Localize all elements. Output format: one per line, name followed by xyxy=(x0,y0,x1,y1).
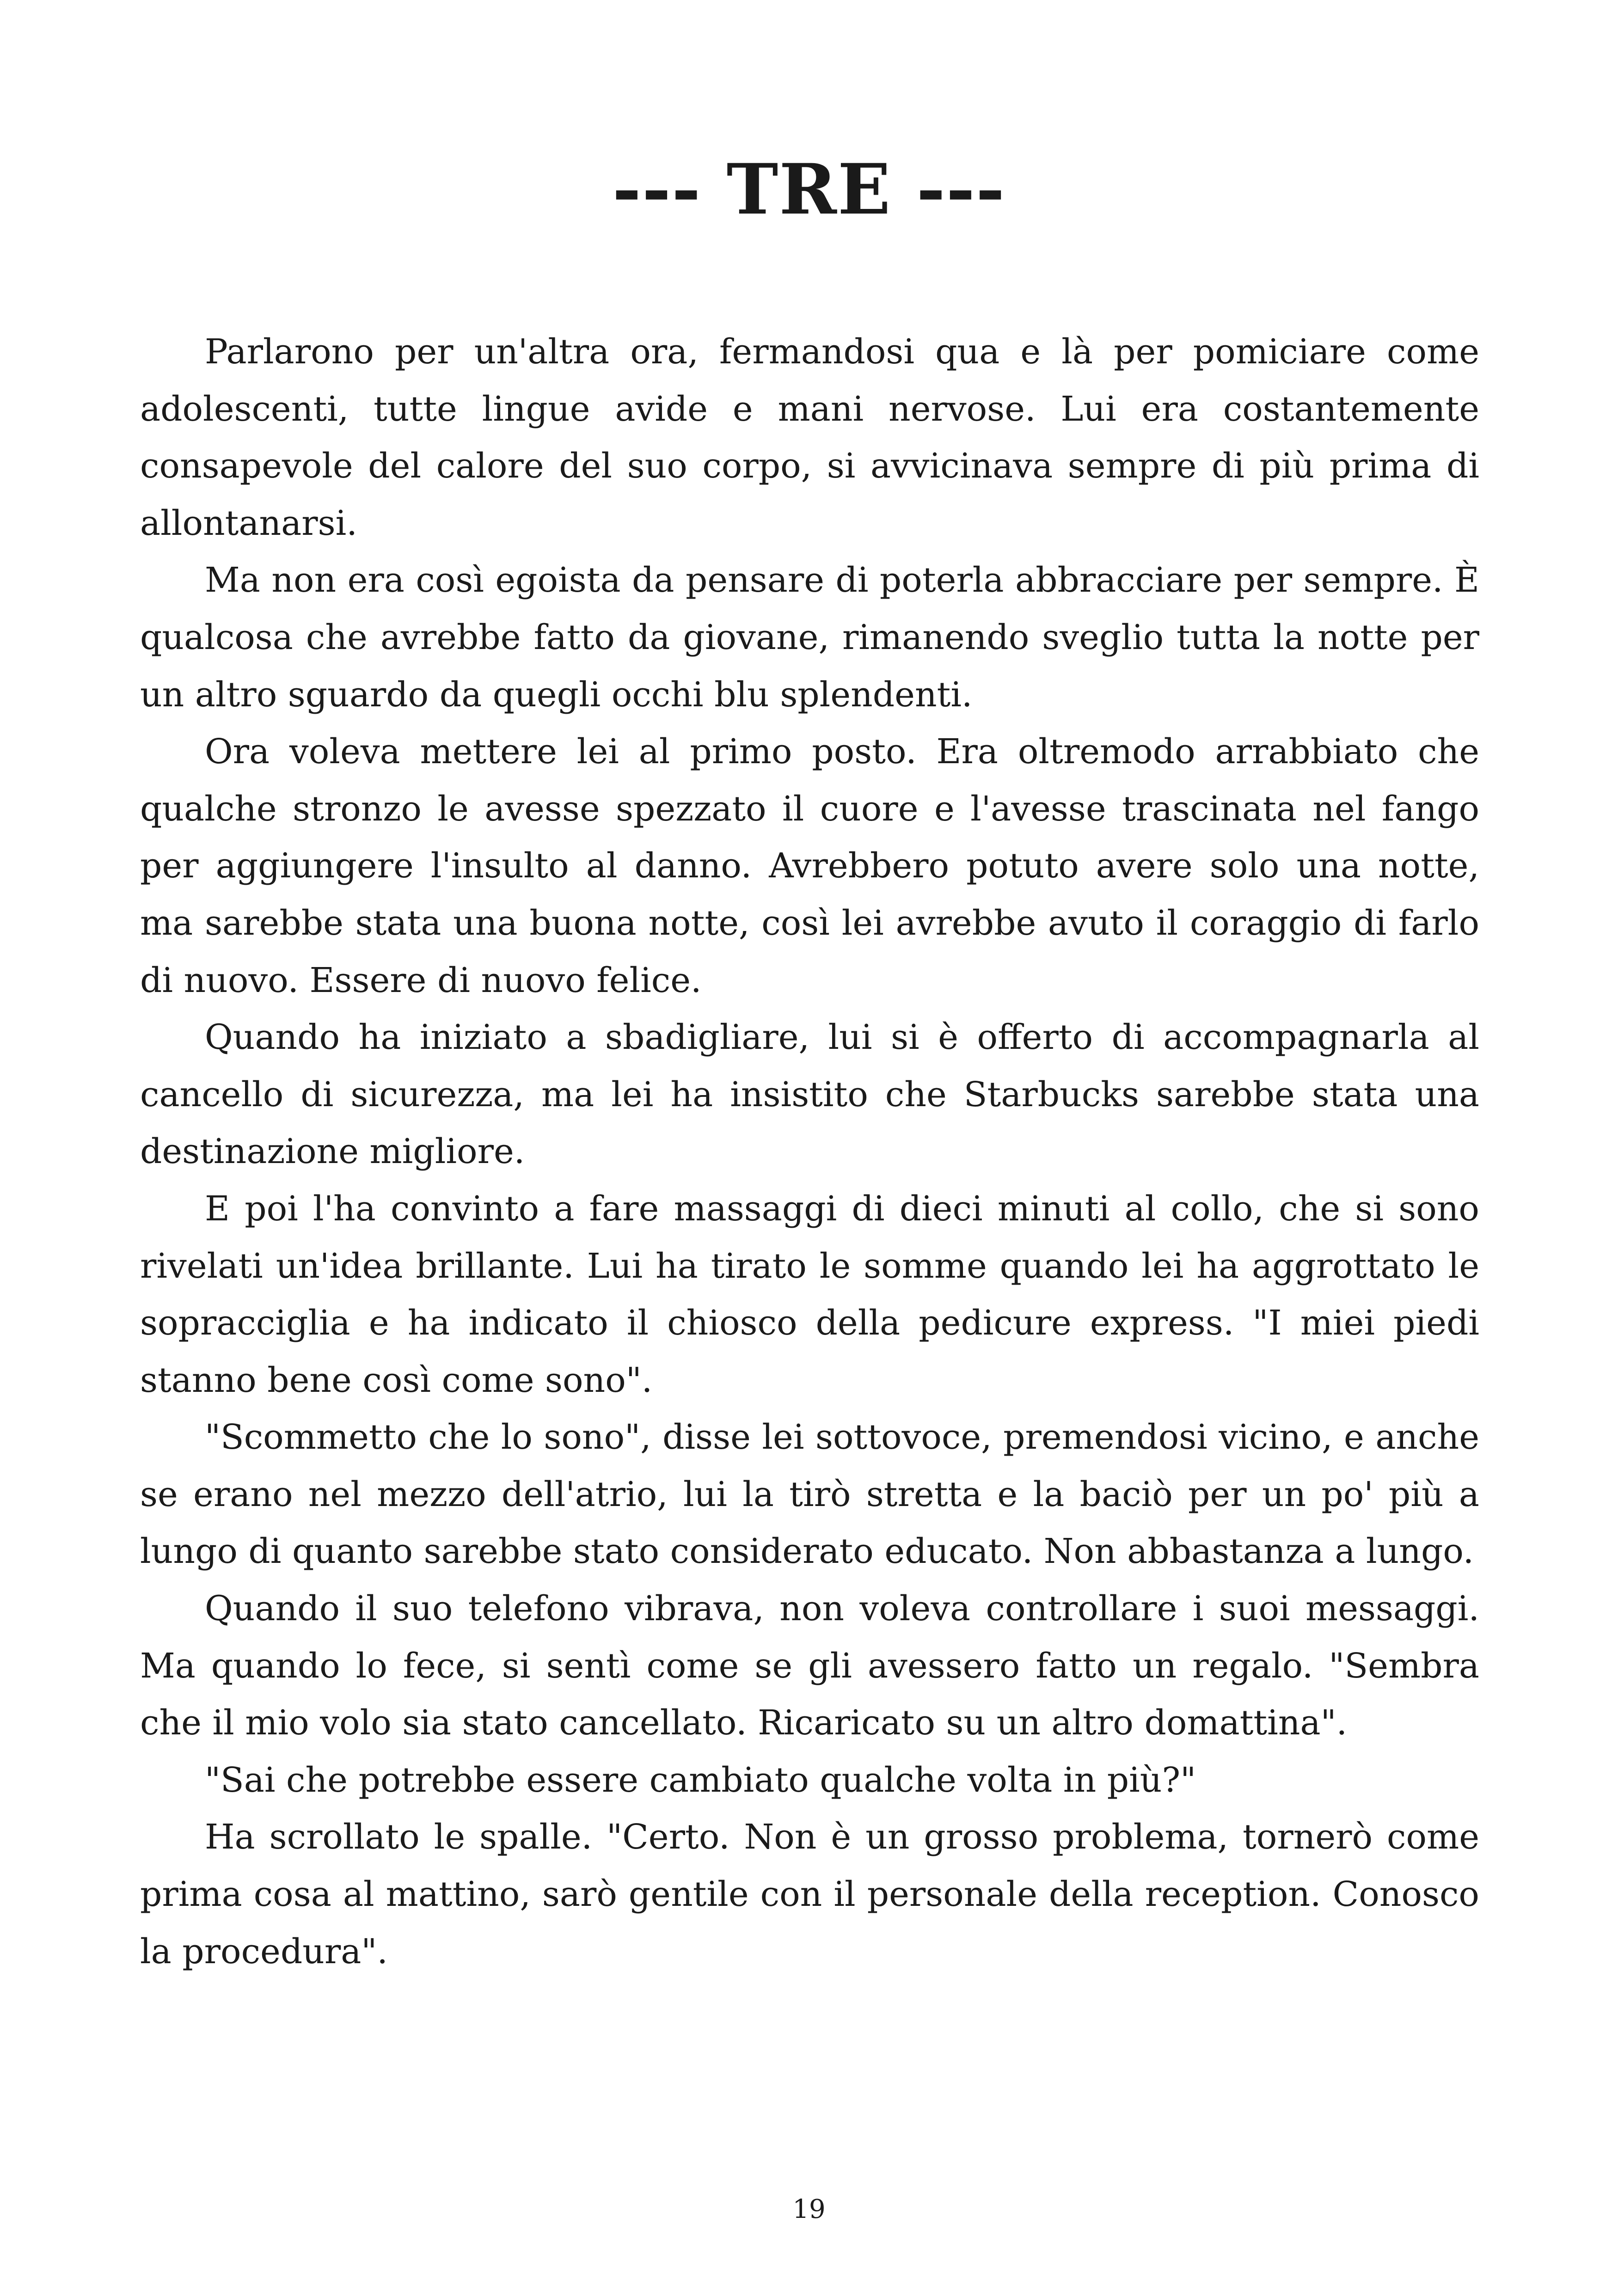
paragraph: Ora voleva mettere lei al primo posto. Era oltremodo arrabbiato che qualche stronzo le avesse spezzato il cuore e l'avesse trascinata nel fango per aggiungere l'insulto al danno. Avrebbero potuto avere solo una notte, ma sarebbe stata una buona notte, così lei avrebbe avuto il coraggio di farlo di nuovo. Essere di nuovo felice. xyxy=(140,732,1479,1000)
chapter-body xyxy=(140,324,1479,1980)
paragraph: "Scommetto che lo sono", disse lei sottovoce, premendosi vicino, e anche se erano nel mezzo dell'atrio, lui la tirò stretta e la baciò per un po' più a lungo di quanto sarebbe stato considerato educato. Non abbastanza a lungo. xyxy=(140,1417,1479,1572)
paragraph: E poi l'ha convinto a fare massaggi di dieci minuti al collo, che si sono rivelati un'idea brillante. Lui ha tirato le somme quando lei ha aggrottato le sopracciglia e ha indicato il chiosco della pedicure express. "I miei piedi stanno bene così come sono". xyxy=(140,1188,1479,1400)
paragraph: Quando ha iniziato a sbadigliare, lui si è offerto di accompagnarla al cancello di sicurezza, ma lei ha insistito che Starbucks sarebbe stata una destinazione migliore. xyxy=(140,1017,1479,1172)
chapter-title: --- TRE --- xyxy=(612,149,1006,230)
paragraph: Ha scrollato le spalle. "Certo. Non è un grosso problema, tornerò come prima cosa al mattino, sarò gentile con il personale della reception. Conosco la procedura". xyxy=(140,1817,1479,1971)
paragraph: Ma non era così egoista da pensare di poterla abbracciare per sempre. È qualcosa che avrebbe fatto da giovane, rimanendo sveglio tutta la notte per un altro sguardo da quegli occhi blu splendenti. xyxy=(140,560,1479,715)
page-number: 19 xyxy=(792,2194,826,2224)
paragraph: Parlarono per un'altra ora, fermandosi qua e là per pomiciare come adolescenti, tutte lingue avide e mani nervose. Lui era costantemente consapevole del calore del suo corpo, si avvicinava sempre di più prima di allontanarsi. xyxy=(140,332,1479,543)
paragraph: "Sai che potrebbe essere cambiato qualche volta in più?" xyxy=(205,1760,1196,1800)
paragraph: Quando il suo telefono vibrava, non voleva controllare i suoi messaggi. Ma quando lo fece, si sentì come se gli avessero fatto un regalo. "Sembra che il mio volo sia stato cancellato. Ricaricato su un altro domattina". xyxy=(140,1589,1479,1743)
